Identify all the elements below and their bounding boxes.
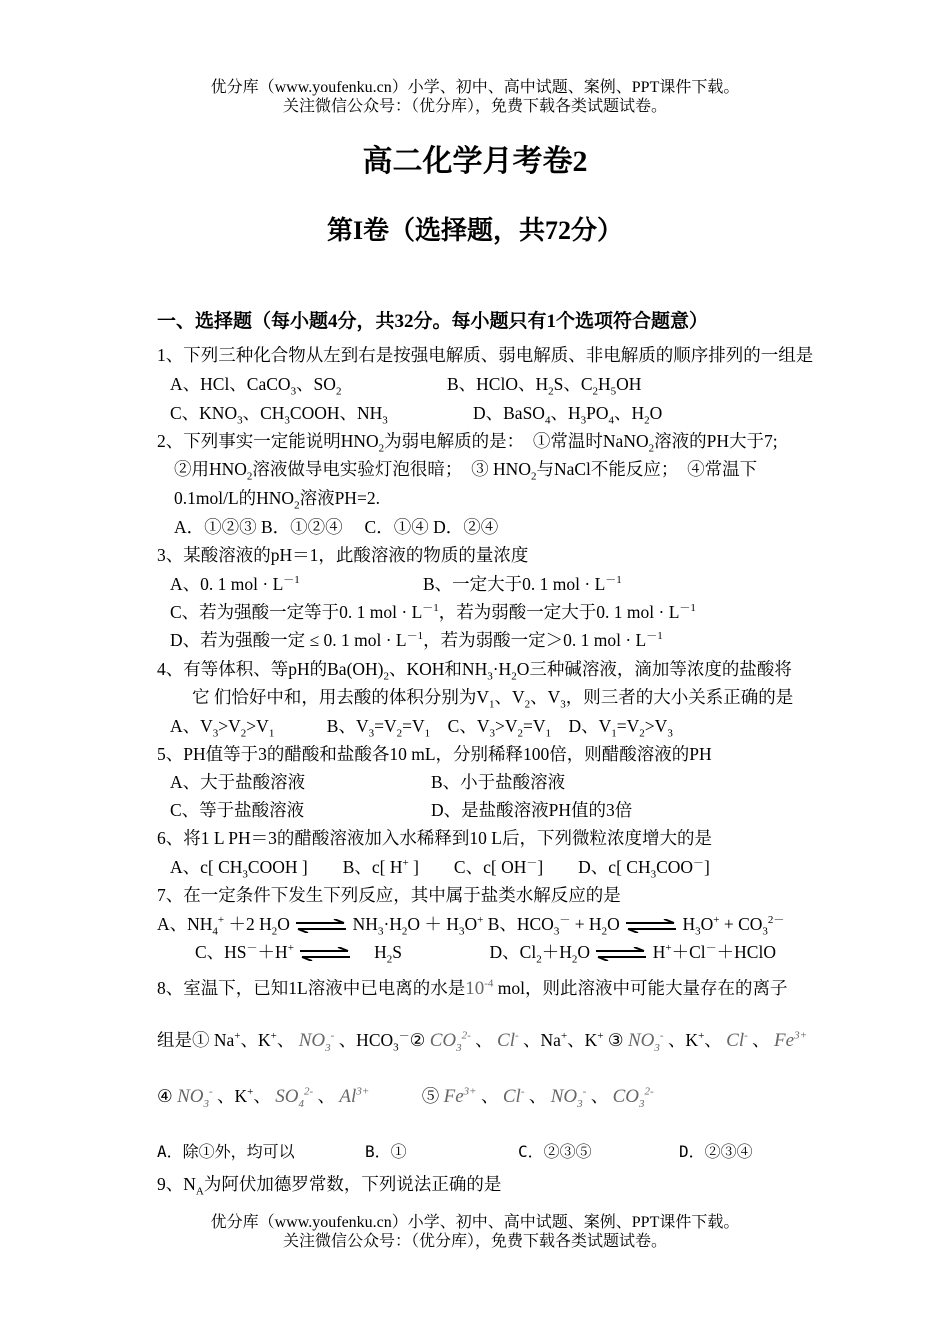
q4-line-2-text: 它 们恰好中和，用去酸的体积分别为V: [192, 687, 490, 707]
part1-heading: 一、选择题（每小题4分，共32分。每小题只有1个选项符合题意）: [157, 311, 709, 332]
q1-option-c: C、$KNO_3$、$CH_3COOH$、$NH_3$: [170, 403, 388, 427]
q4-options: A、$V_3>V_2>V_1$ B、$V_3=V_2=V_1$ C、$V_3>V_2=V_1$ D、$V_1=V_2>V_3$: [170, 716, 673, 740]
q3-option-a-text: A、0. 1 mol · L: [170, 574, 284, 594]
q5-stem: 5、PH值等于3的醋酸和盐酸各10 mL，分别稀释100倍，则醋酸溶液的PH: [157, 744, 712, 764]
q1-option-d: D、BaSO$_4$、$H_3PO_4$、$H_2O$: [473, 403, 663, 427]
q3-option-b-text: B、一定大于0. 1 mol · L: [423, 574, 606, 594]
equilibrium-arrow-icon: [298, 947, 352, 961]
q3-option-d: D、若为强酸一定 ≤ 0. 1 mol · $L^{-1}$，若为弱酸一定＞0. 1 mol · $L^{-1}$: [170, 630, 663, 650]
header-line-1: 优分库（www.youfenku.cn）小学、初中、高中试题、案例、PPT课件下载。: [210, 79, 740, 96]
q7-stem: 7、在一定条件下发生下列反应，其中属于盐类水解反应的是: [157, 885, 621, 905]
q7-options-cd: C、HS－＋H+ $H_2S$ D、$Cl_2+H_2O$ H+＋Cl－＋HClO: [195, 942, 776, 966]
footer-line-1: 优分库（www.youfenku.cn）小学、初中、高中试题、案例、PPT课件下载。: [210, 1214, 740, 1231]
q5-option-d: D、是盐酸溶液PH值的3倍: [431, 800, 633, 820]
q8-line-1: 8、室温下，已知1L溶液中已电离的水是$10^{-4}$ mol，则此溶液中可能大量存在的离子: [157, 977, 788, 999]
q8-option-b: B．①: [365, 1142, 407, 1161]
equilibrium-arrow-icon: [624, 919, 678, 933]
q3-option-a: A、0. 1 mol · $L^{-1}$: [170, 574, 300, 594]
q2-line-1-text: 2、下列事实一定能说明HNO: [157, 431, 379, 451]
q3-option-d-text-2: ，若为弱酸一定＞0. 1 mol · L: [423, 630, 647, 650]
q3-option-d-text-1: D、若为强酸一定 ≤ 0. 1 mol · L: [170, 630, 407, 650]
q9-stem: 9、$N_A$为阿伏加德罗常数，下列说法正确的是: [157, 1174, 502, 1198]
q2-line-3-text: 0.1mol/L的HNO: [174, 488, 295, 508]
q2-line-2: ②用$HNO_2$溶液做导电实验灯泡很暗； ③ $HNO_2$与NaCl不能反应； ④常温下: [174, 459, 758, 483]
header-line-2: 关注微信公众号：（优分库），免费下载各类试题试卷。: [282, 98, 667, 115]
q3-option-c-text-2: ，若为弱酸一定大于0. 1 mol · L: [438, 602, 680, 622]
page-title: 高二化学月考卷2: [362, 145, 588, 178]
q8-line-2: 组是① Na+、K+、 $NO_3^-$ 、$HCO_3^-②$ $CO_3^{2-}$ 、 Cl- 、Na+、K+ ③ $NO_3^-$ 、K+、 Cl- 、 $Fe^{3+}$: [157, 1029, 808, 1054]
q5-option-c: C、等于盐酸溶液: [170, 800, 305, 820]
q8-line-2-text: 组是: [157, 1030, 192, 1050]
footer-line-2: 关注微信公众号：（优分库），免费下载各类试题试卷。: [282, 1233, 667, 1250]
equilibrium-arrow-icon: [594, 947, 648, 961]
q6-stem: 6、将1 L PH＝3的醋酸溶液加入水稀释到10 L后，下列微粒浓度增大的是: [157, 828, 712, 848]
equilibrium-arrow-icon: [294, 919, 348, 933]
q9-stem-text: 9、N: [157, 1174, 196, 1194]
q3-option-c: C、若为强酸一定等于0. 1 mol · $L^{-1}$，若为弱酸一定大于0. 1 mol · $L^{-1}$: [170, 602, 696, 622]
section-title: 第I卷（选择题，共72分）: [326, 216, 624, 245]
q5-option-b: B、小于盐酸溶液: [431, 772, 566, 792]
q4-line-1: 4、有等体积、等pH的$Ba(OH)_2$、KOH和$NH_3\cdot H_2O$三种碱溶液，滴加等浓度的盐酸将: [157, 659, 792, 683]
q4-line-2: 它 们恰好中和，用去酸的体积分别为$V_1$、$V_2$、$V_3$，则三者的大小关系正确的是: [192, 687, 794, 711]
q8-option-c: C．②③⑤: [518, 1142, 592, 1161]
q8-line-1-text-b: mol，则此溶液中可能大量存在的离子: [497, 978, 788, 998]
q2-line-2-text: ②用HNO: [174, 459, 247, 479]
q2-options: A．①②③ B．①②④ C．①④ D．②④: [174, 517, 499, 537]
q3-option-c-text-1: C、若为强酸一定等于0. 1 mol · L: [170, 602, 423, 622]
q1-option-a: A、HCl、CaCO$_3$、$SO_2$: [170, 374, 342, 398]
q4-line-1-text: 4、有等体积、等pH的Ba(OH): [157, 659, 384, 679]
q6-options: A、c[ $CH_3COOH$ ] B、c[ H+ ] C、c[ OH－] D、c[ $CH_3COO^-$]: [170, 857, 710, 881]
q1-option-b: B、HClO、$H_2S$、$C_2H_5OH$: [447, 374, 642, 398]
q8-option-a: A．除①外，均可以: [157, 1142, 295, 1161]
q2-line-3: 0.1mol/L的$HNO_2$溶液PH=2.: [174, 488, 380, 512]
q8-option-d: D．②③④: [679, 1142, 753, 1161]
q5-option-a: A、大于盐酸溶液: [170, 772, 306, 792]
q7-options-ab: A、$NH_4^+ +2$ $H_2O$ $NH_3\cdot H_2O + H_3O^+$ B、$HCO_3^- + H_2O$ $H_3O^+ + CO_3^{2-}$: [157, 914, 785, 938]
q8-line-1-text-a: 8、室温下，已知1L溶液中已电离的水是: [157, 978, 466, 998]
q2-line-1: 2、下列事实一定能说明$HNO_2$为弱电解质的是： ①常温时NaNO$_2$溶液的PH大于7;: [157, 431, 778, 455]
q3-option-b: B、一定大于0. 1 mol · $L^{-1}$: [423, 574, 622, 594]
q3-stem: 3、某酸溶液的pH＝1，此酸溶液的物质的量浓度: [157, 545, 529, 565]
q8-line-3: ④ $NO_3^-$ 、K+、 $SO_4^{2-}$ 、 $Al^{3+}$ ⑤ $Fe^{3+}$ 、 Cl- 、 $NO_3^-$ 、 $CO_3^{2-}$: [157, 1085, 654, 1110]
q1-stem: 1、下列三种化合物从左到右是按强电解质、弱电解质、非电解质的顺序排列的一组是: [157, 345, 814, 365]
